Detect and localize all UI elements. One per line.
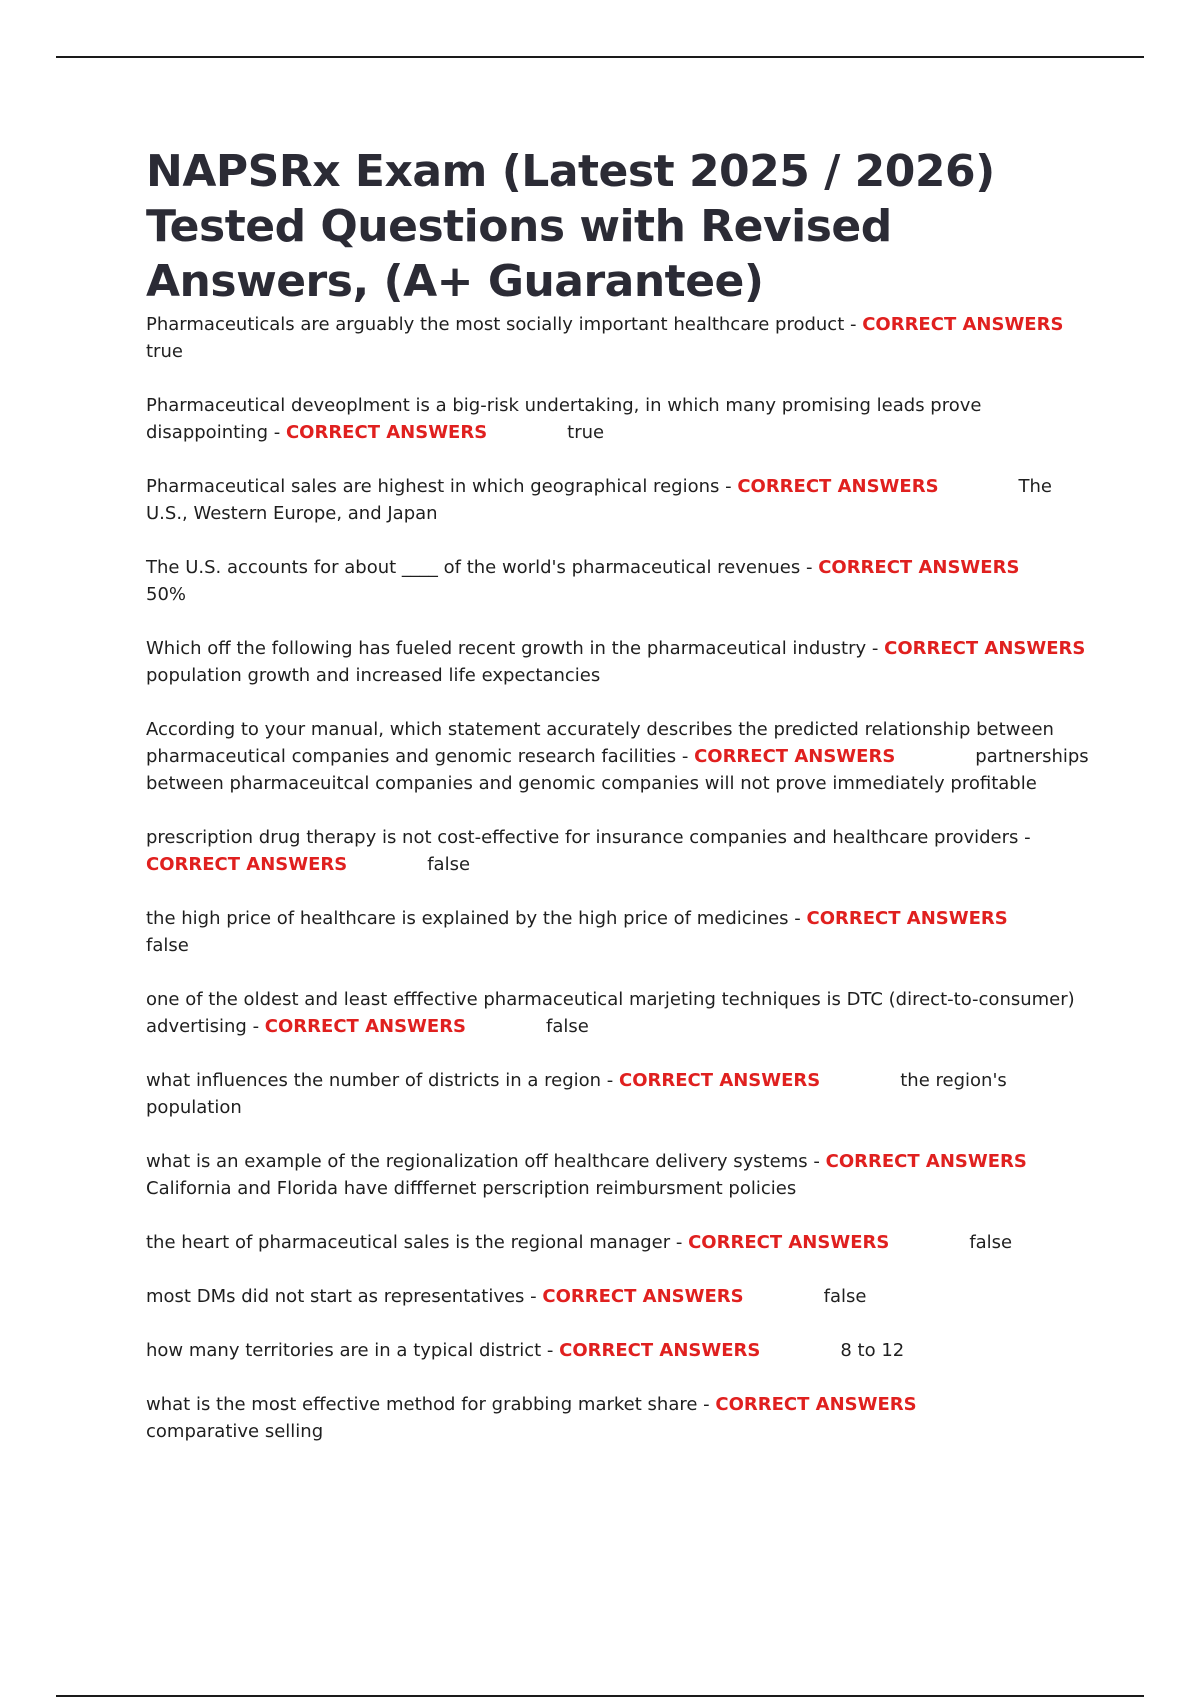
qa-item [146, 824, 1096, 878]
correct-answers-label: CORRECT ANSWERS [818, 557, 1020, 578]
answer-text: 8 to 12 [840, 1340, 905, 1361]
correct-answers-label: CORRECT ANSWERS [694, 746, 896, 767]
answer-text: false [823, 1286, 867, 1307]
correct-answers-label: CORRECT ANSWERS [146, 854, 348, 875]
correct-answers-label: CORRECT ANSWERS [825, 1151, 1027, 1172]
correct-answers-label: CORRECT ANSWERS [806, 908, 1008, 929]
qa-item [146, 1229, 1096, 1256]
answer-text: partnerships between pharmaceuitcal companies and genomic companies will not prove immediately profitable [146, 746, 1089, 794]
qa-item [146, 986, 1096, 1040]
correct-answers-label: CORRECT ANSWERS [862, 314, 1064, 335]
qa-item [146, 716, 1096, 797]
document-title: NAPSRx Exam (Latest 2025 / 2026) Tested Questions with Revised Answers, (A+ Guarantee) [146, 146, 995, 307]
qa-item [146, 635, 1096, 689]
correct-answers-label: CORRECT ANSWERS [884, 638, 1086, 659]
answer-text: false [969, 1232, 1013, 1253]
question-text: most DMs did not start as representatives - [146, 1286, 543, 1307]
answer-text: true [146, 341, 183, 362]
correct-answers-label: CORRECT ANSWERS [559, 1340, 761, 1361]
question-text: The U.S. accounts for about ____ of the world's pharmaceutical revenues - [146, 557, 819, 578]
question-text: what is an example of the regionalization off healthcare delivery systems - [146, 1151, 826, 1172]
answer-text: California and Florida have difffernet perscription reimbursment policies [146, 1178, 797, 1199]
qa-list [146, 311, 1096, 1445]
top-rule [56, 56, 1144, 58]
answer-text: comparative selling [146, 1421, 324, 1442]
question-text: one of the oldest and least efffective pharmaceutical marjeting techniques is DTC (direct-to-consumer) advertising - [146, 989, 1075, 1037]
answer-text: false [146, 935, 189, 956]
question-text: prescription drug therapy is not cost-effective for insurance companies and healthcare providers - [146, 827, 1031, 848]
correct-answers-label: CORRECT ANSWERS [285, 422, 488, 443]
correct-answers-label: CORRECT ANSWERS [264, 1016, 467, 1037]
document-body [146, 144, 1096, 1472]
qa-item [146, 392, 1096, 446]
answer-text: false [546, 1016, 589, 1037]
correct-answers-label: CORRECT ANSWERS [715, 1394, 917, 1415]
qa-item [146, 1337, 1096, 1364]
answer-text: false [427, 854, 471, 875]
qa-item [146, 554, 1096, 608]
question-text: Pharmaceuticals are arguably the most socially important healthcare product - [146, 314, 863, 335]
question-text: Pharmaceutical deveoplment is a big-risk undertaking, in which many promising leads prove disappointing - [146, 395, 982, 443]
question-text: the heart of pharmaceutical sales is the regional manager - [146, 1232, 689, 1253]
qa-item [146, 1391, 1096, 1445]
qa-item [146, 1067, 1096, 1121]
qa-item [146, 311, 1096, 365]
question-text: Which off the following has fueled recent growth in the pharmaceutical industry - [146, 638, 885, 659]
qa-item [146, 1148, 1096, 1202]
question-text: what is the most effective method for grabbing market share - [146, 1394, 716, 1415]
answer-text: population growth and increased life expectancies [146, 665, 601, 686]
answer-text: true [567, 422, 605, 443]
question-text: Pharmaceutical sales are highest in which geographical regions - [146, 476, 738, 497]
question-text: the high price of healthcare is explained by the high price of medicines - [146, 908, 807, 929]
answer-text: The U.S., Western Europe, and Japan [146, 476, 1053, 524]
correct-answers-label: CORRECT ANSWERS [737, 476, 939, 497]
correct-answers-label: CORRECT ANSWERS [688, 1232, 890, 1253]
correct-answers-label: CORRECT ANSWERS [619, 1070, 821, 1091]
question-text: According to your manual, which statement accurately describes the predicted relationship between pharmaceutical companies and genomic research facilities - [146, 719, 1054, 767]
bottom-rule [56, 1695, 1144, 1697]
answer-text: the region's population [146, 1070, 1007, 1118]
correct-answers-label: CORRECT ANSWERS [542, 1286, 744, 1307]
qa-item [146, 473, 1096, 527]
qa-item [146, 1283, 1096, 1310]
question-text: how many territories are in a typical district - [146, 1340, 560, 1361]
question-text: what influences the number of districts in a region - [146, 1070, 620, 1091]
answer-text: 50% [146, 584, 187, 605]
qa-item [146, 905, 1096, 959]
